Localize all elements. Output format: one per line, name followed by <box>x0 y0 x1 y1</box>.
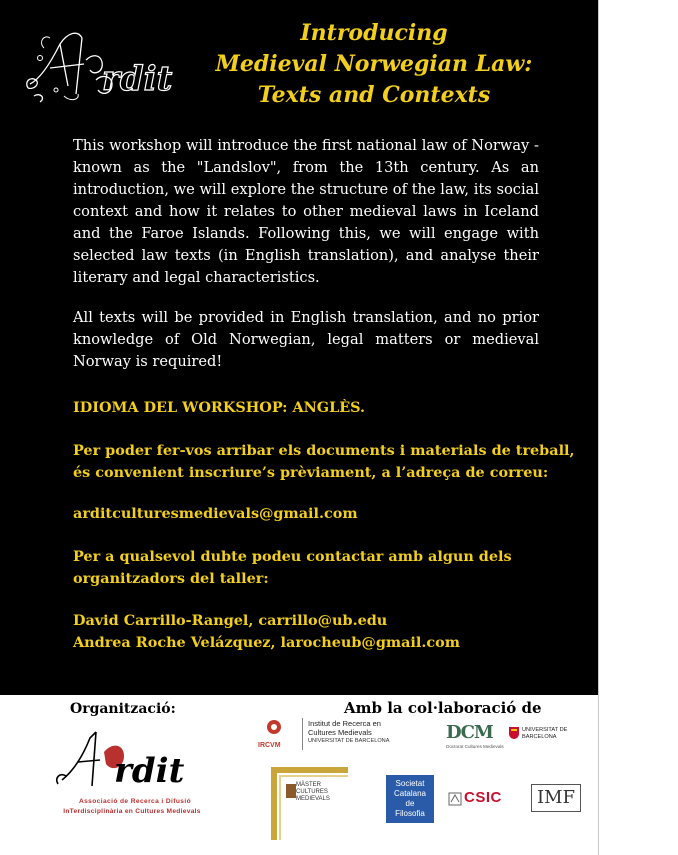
ardit-logo-footer <box>52 728 212 820</box>
ircvm-divider <box>302 718 303 750</box>
scf-line-4: Filosofia <box>395 809 425 818</box>
organization-label: Organització: <box>70 701 176 717</box>
title-line-1: Introducing <box>300 20 448 46</box>
master-frame-icon <box>270 766 352 842</box>
title-line-2: Medieval Norwegian Law: <box>215 51 533 77</box>
scf-line-3: de <box>405 799 415 808</box>
translation-paragraph: All texts will be provided in English translation, and no prior knowledge of Old Norwegian, legal matters or medieval Norway is required! <box>73 309 539 370</box>
imf-logo <box>531 784 581 812</box>
title-line-3: Texts and Contexts <box>257 82 491 108</box>
csic-text: CSIC <box>464 789 502 806</box>
registration-line-2: és convenient inscriure’s prèviament, a l’adreça de correu: <box>73 464 549 481</box>
csic-logo <box>448 789 516 809</box>
intro-paragraph: This workshop will introduce the first national law of Norway - known as the "Landslov", from the 13th century. As an introduction, we will explore the structure of the law, its social context and how it relates to other medieval laws in Iceland and the Faroe Islands. Following this, we will engage with selected law texts (in English translation), and analyse their literary and legal characteristics. <box>73 137 539 286</box>
scf-line-1: Societat <box>395 779 425 788</box>
language-note: IDIOMA DEL WORKSHOP: ANGLÈS. <box>73 399 366 416</box>
contact-line-1: Per a qualsevol dubte podeu contactar amb algun dels <box>73 548 512 565</box>
ardit-emblem-icon <box>52 728 212 792</box>
registration-email[interactable]: arditculturesmedievals@gmail.com <box>73 505 358 522</box>
ircvm-line-1: Institut de Recerca en <box>308 719 381 728</box>
ub-line-1: UNIVERSITAT DE <box>522 727 568 733</box>
ardit-caption-2: InTerdisciplinària en Cultures Medievals <box>63 808 201 815</box>
svg-text:rdit: rdit <box>102 59 173 99</box>
master-line-3: MEDIEVALS <box>296 796 330 802</box>
scf-logo <box>386 775 434 823</box>
master-line-2: CULTURES <box>296 789 328 795</box>
dcm-logo <box>446 722 506 752</box>
dcm-caption: Doctorat Cultures Medievals <box>446 744 504 749</box>
svg-text:rdit: rdit <box>114 751 185 791</box>
ub-line-2: BARCELONA <box>522 734 557 740</box>
organizers-list <box>73 610 543 654</box>
scf-line-2: Catalana <box>393 789 427 798</box>
registration-line-1: Per poder fer-vos arribar els documents i materials de treball, <box>73 442 575 459</box>
ardit-logo-top <box>20 24 198 106</box>
ub-shield-icon <box>508 726 520 740</box>
dcm-letters: DCM <box>446 722 493 743</box>
registration-text <box>73 440 575 484</box>
ardit-caption-1: Associació de Recerca i Difusió <box>78 798 192 805</box>
master-logo <box>270 766 352 842</box>
csic-emblem-icon <box>448 792 462 806</box>
organizer-1[interactable]: David Carrillo-Rangel, carrillo@ub.edu <box>73 612 388 629</box>
ircvm-emblem-icon <box>264 718 284 740</box>
organizer-2[interactable]: Andrea Roche Velázquez, larocheub@gmail.com <box>73 634 460 651</box>
ircvm-line-2: Cultures Medievals <box>308 728 372 737</box>
ircvm-line-3: UNIVERSITAT DE BARCELONA <box>308 738 390 744</box>
collaboration-label: Amb la col·laboració de <box>344 699 542 717</box>
contact-text <box>73 546 543 590</box>
contact-line-2: organitzadors del taller: <box>73 570 269 587</box>
master-line-1: MÀSTER <box>296 782 322 788</box>
workshop-title <box>215 18 533 111</box>
ircvm-acronym: IRCVM <box>258 742 281 749</box>
imf-text: IMF <box>536 787 576 808</box>
ircvm-logo <box>258 718 418 754</box>
ub-logo <box>508 726 578 748</box>
